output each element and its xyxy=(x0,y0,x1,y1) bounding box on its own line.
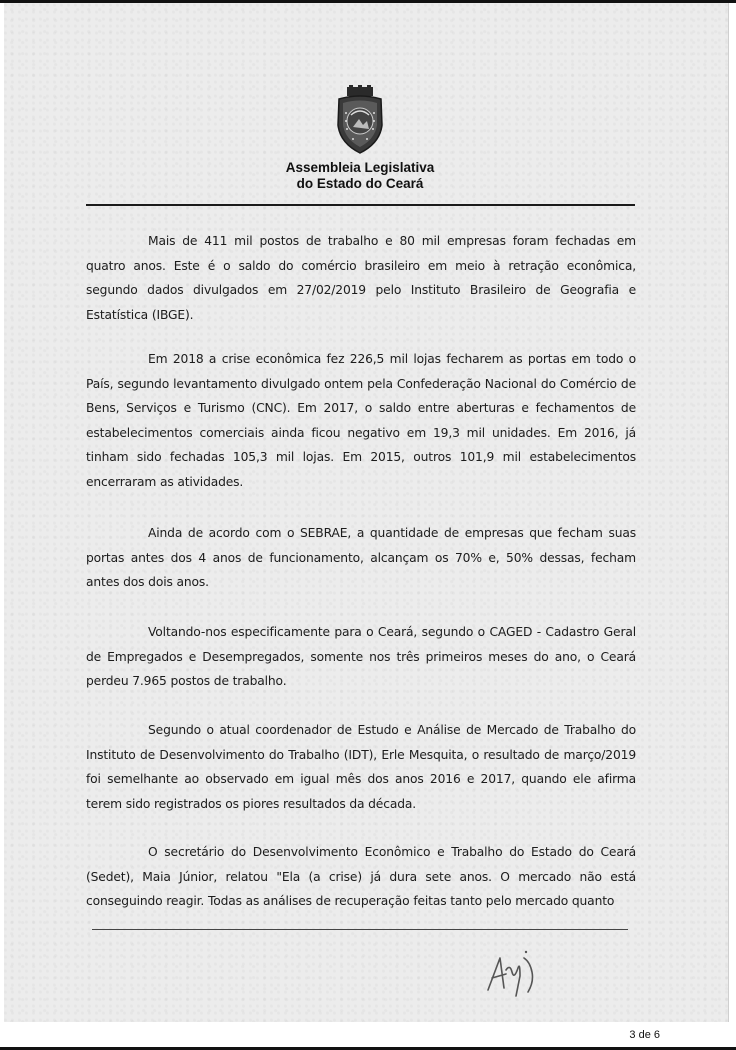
paragraph-text: Segundo o atual coordenador de Estudo e Análise de Mercado de Trabalho do Instituto de Desenvolvimento do Trabalho (IDT), Erle Mesquita, o resultado de março/2019 foi semelhante ao observado em igual mês dos anos 2016 e 2017, quando ele afirma terem sido registrados os piores resultados da década. xyxy=(86,723,636,811)
paragraph-5 xyxy=(86,718,636,816)
paragraph-text: Voltando-nos especificamente para o Ceará, segundo o CAGED - Cadastro Geral de Empregados e Desempregados, somente nos três primeiros meses do ano, o Ceará perdeu 7.965 postos de trabalho. xyxy=(86,625,636,688)
org-name-line-1: Assembleia Legislativa xyxy=(285,160,435,175)
paragraph-text: Ainda de acordo com o SEBRAE, a quantidade de empresas que fecham suas portas antes dos 4 anos de funcionamento, alcançam os 70% e, 50% dessas, fecham antes dos dois anos. xyxy=(86,526,636,589)
page-edge xyxy=(728,3,729,1022)
org-name-line-2: do Estado do Ceará xyxy=(296,176,424,191)
organization-name xyxy=(220,160,500,192)
paragraph-text: O secretário do Desenvolvimento Econômico e Trabalho do Estado do Ceará (Sedet), Maia Júnior, relatou "Ela (a crise) já dura sete anos. O mercado não está conseguindo reagir. Todas as análises de recuperação feitas tanto pelo mercado quanto xyxy=(86,845,636,908)
page-number: 3 de 6 xyxy=(629,1029,660,1041)
paragraph-4 xyxy=(86,620,636,694)
paragraph-6 xyxy=(86,840,636,914)
signature-icon xyxy=(484,948,556,998)
paragraph-2 xyxy=(86,347,636,494)
footer-divider xyxy=(92,929,628,930)
paragraph-text: Mais de 411 mil postos de trabalho e 80 mil empresas foram fechadas em quatro anos. Este é o saldo do comércio brasileiro em meio à retração econômica, segundo dados divulgados em 27/02/2019 pelo Instituto Brasileiro de Geografia e Estatística (IBGE). xyxy=(86,234,636,322)
paragraph-1 xyxy=(86,229,636,327)
coat-of-arms-icon xyxy=(333,85,387,155)
paragraph-text: Em 2018 a crise econômica fez 226,5 mil lojas fecharem as portas em todo o País, segundo levantamento divulgado ontem pela Confederação Nacional do Comércio de Bens, Serviços e Turismo (CNC). Em 2017, o saldo entre aberturas e fechamentos de estabelecimentos comerciais ainda ficou negativo em 19,3 mil unidades. Em 2016, já tinham sido fechadas 105,3 mil lojas. Em 2015, outros 101,9 mil estabelecimentos encerraram as atividades. xyxy=(86,352,636,489)
header-divider xyxy=(86,204,635,206)
paragraph-3 xyxy=(86,521,636,595)
